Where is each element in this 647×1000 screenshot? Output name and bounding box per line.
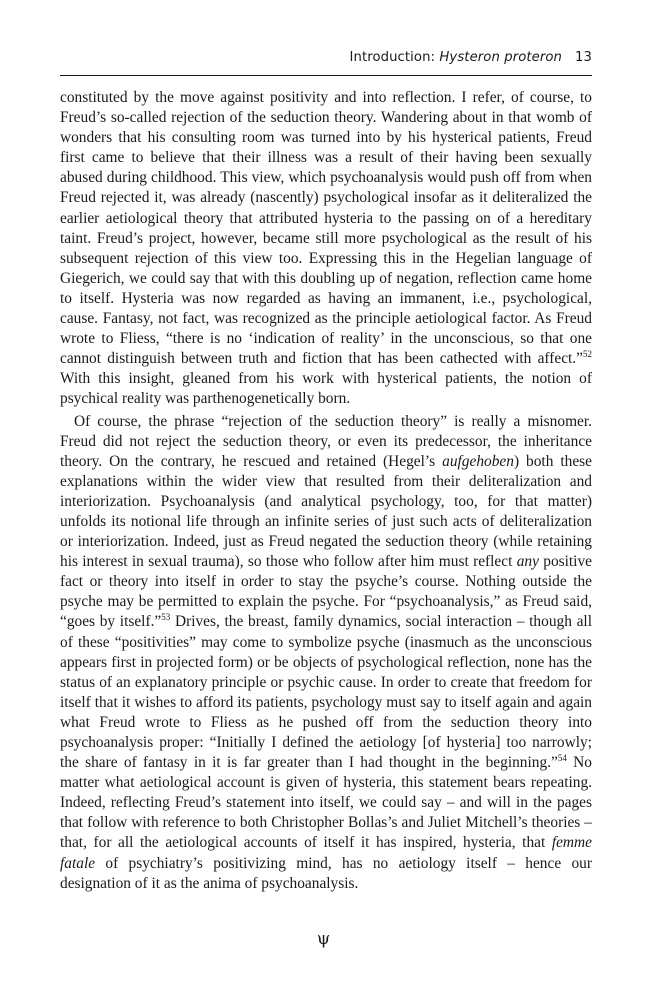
header-rule — [60, 75, 592, 76]
footnote-ref: 52 — [583, 349, 592, 360]
running-head — [60, 50, 592, 72]
italic-text: femme fatale — [60, 834, 592, 872]
running-head-title-italic: Hysteron proteron — [439, 50, 563, 65]
footnote-ref: 53 — [161, 612, 171, 623]
text-run: ) both these explanations within the wider view that resulted from their deliteralization and interiorization. Psychoanalysis (and analytical psychology, too, for that matter) unfolds its notional life through an infinite series of just such acts of deliteralization or interiorization. Indeed, just as Freud negated the seduction theory (while retaining his interest in sexual trauma), so those who follow after him must reflect — [60, 452, 592, 571]
footnote-ref: 54 — [557, 752, 567, 763]
text-run: of psychiatry’s positivizing mind, has no aetiology itself – hence our designation of it as the anima of psychoanalysis. — [60, 854, 592, 892]
text-run: With this insight, gleaned from his work with hysterical patients, the notion of psychical reality was parthenogenetically born. — [60, 370, 592, 408]
text-run: Drives, the breast, family dynamics, social interaction – though all of these “positivities” may come to symbolize psyche (inasmuch as the unconscious appears first in projected form) or be objects of psychological reflection, none has the status of an explanatory principle or psychic cause. In order to create that freedom for itself that it wishes to afford its patients, psychology must say to itself again and again what Freud wrote to Fliess as he pushed off from the seduction theory into psychoanalysis proper: “Initially I defined the aetiology [of hysteria] too narrowly; the share of fantasy in it is far greater than I had thought in the beginning.” — [60, 613, 592, 772]
page-number: 13 — [575, 50, 592, 65]
italic-text: aufgehoben — [442, 452, 514, 470]
text-run: positive fact or theory into itself in order to stay the psyche’s course. Nothing outside the psyche may be permitted to explain the psyche. For “psychoanalysis,” as Freud said, “goes by itself.” — [60, 553, 592, 631]
italic-text: any — [516, 553, 539, 571]
running-head-title: Introduction: — [349, 50, 440, 65]
paragraph-2 — [60, 412, 592, 894]
text-run: No matter what aetiological account is given of hysteria, this statement bears repeating. Indeed, reflecting Freud’s statement into itself, we could say – and will in the pages that follow with reference to both Christopher Bollas’s and Juliet Mitchell’s theories – that, for all the aetiological accounts of itself it has inspired, hysteria, that — [60, 754, 592, 852]
psi-ornament: ψ — [316, 929, 331, 949]
body-text — [60, 88, 592, 894]
paragraph-1 — [60, 88, 592, 410]
text-run: constituted by the move against positivity and into reflection. I refer, of course, to Freud’s so-called rejection of the seduction theory. Wandering about in that womb of wonders that his consulting room was turned into by his hysterical patients, Freud first came to believe that their illness was a result of their having been sexually abused during childhood. This view, which psychoanalysis would push off from when Freud rejected it, was already (nascently) psychological insofar as it deliteralized the earlier aetiological theory that attributed hysteria to the passing on of a hereditary taint. Freud’s project, however, became still more psychological as the result of his subsequent rejection of this view too. Expressing this in the Hegelian language of Giegerich, we could say that with this doubling up of negation, reflection came home to itself. Hysteria was now regarded as having an immanent, i.e., psychological, cause. Fantasy, not fact, was recognized as the principle aetiological factor. As Freud wrote to Fliess, “there is no ‘indication of reality’ in the unconscious, so that one cannot distinguish between truth and fiction that has been cathected with affect.” — [60, 89, 592, 368]
text-run: Of course, the phrase “rejection of the seduction theory” is really a misnomer. Freud did not reject the seduction theory, or even its predecessor, the inheritance theory. On the contrary, he rescued and retained (Hegel’s — [60, 412, 592, 470]
